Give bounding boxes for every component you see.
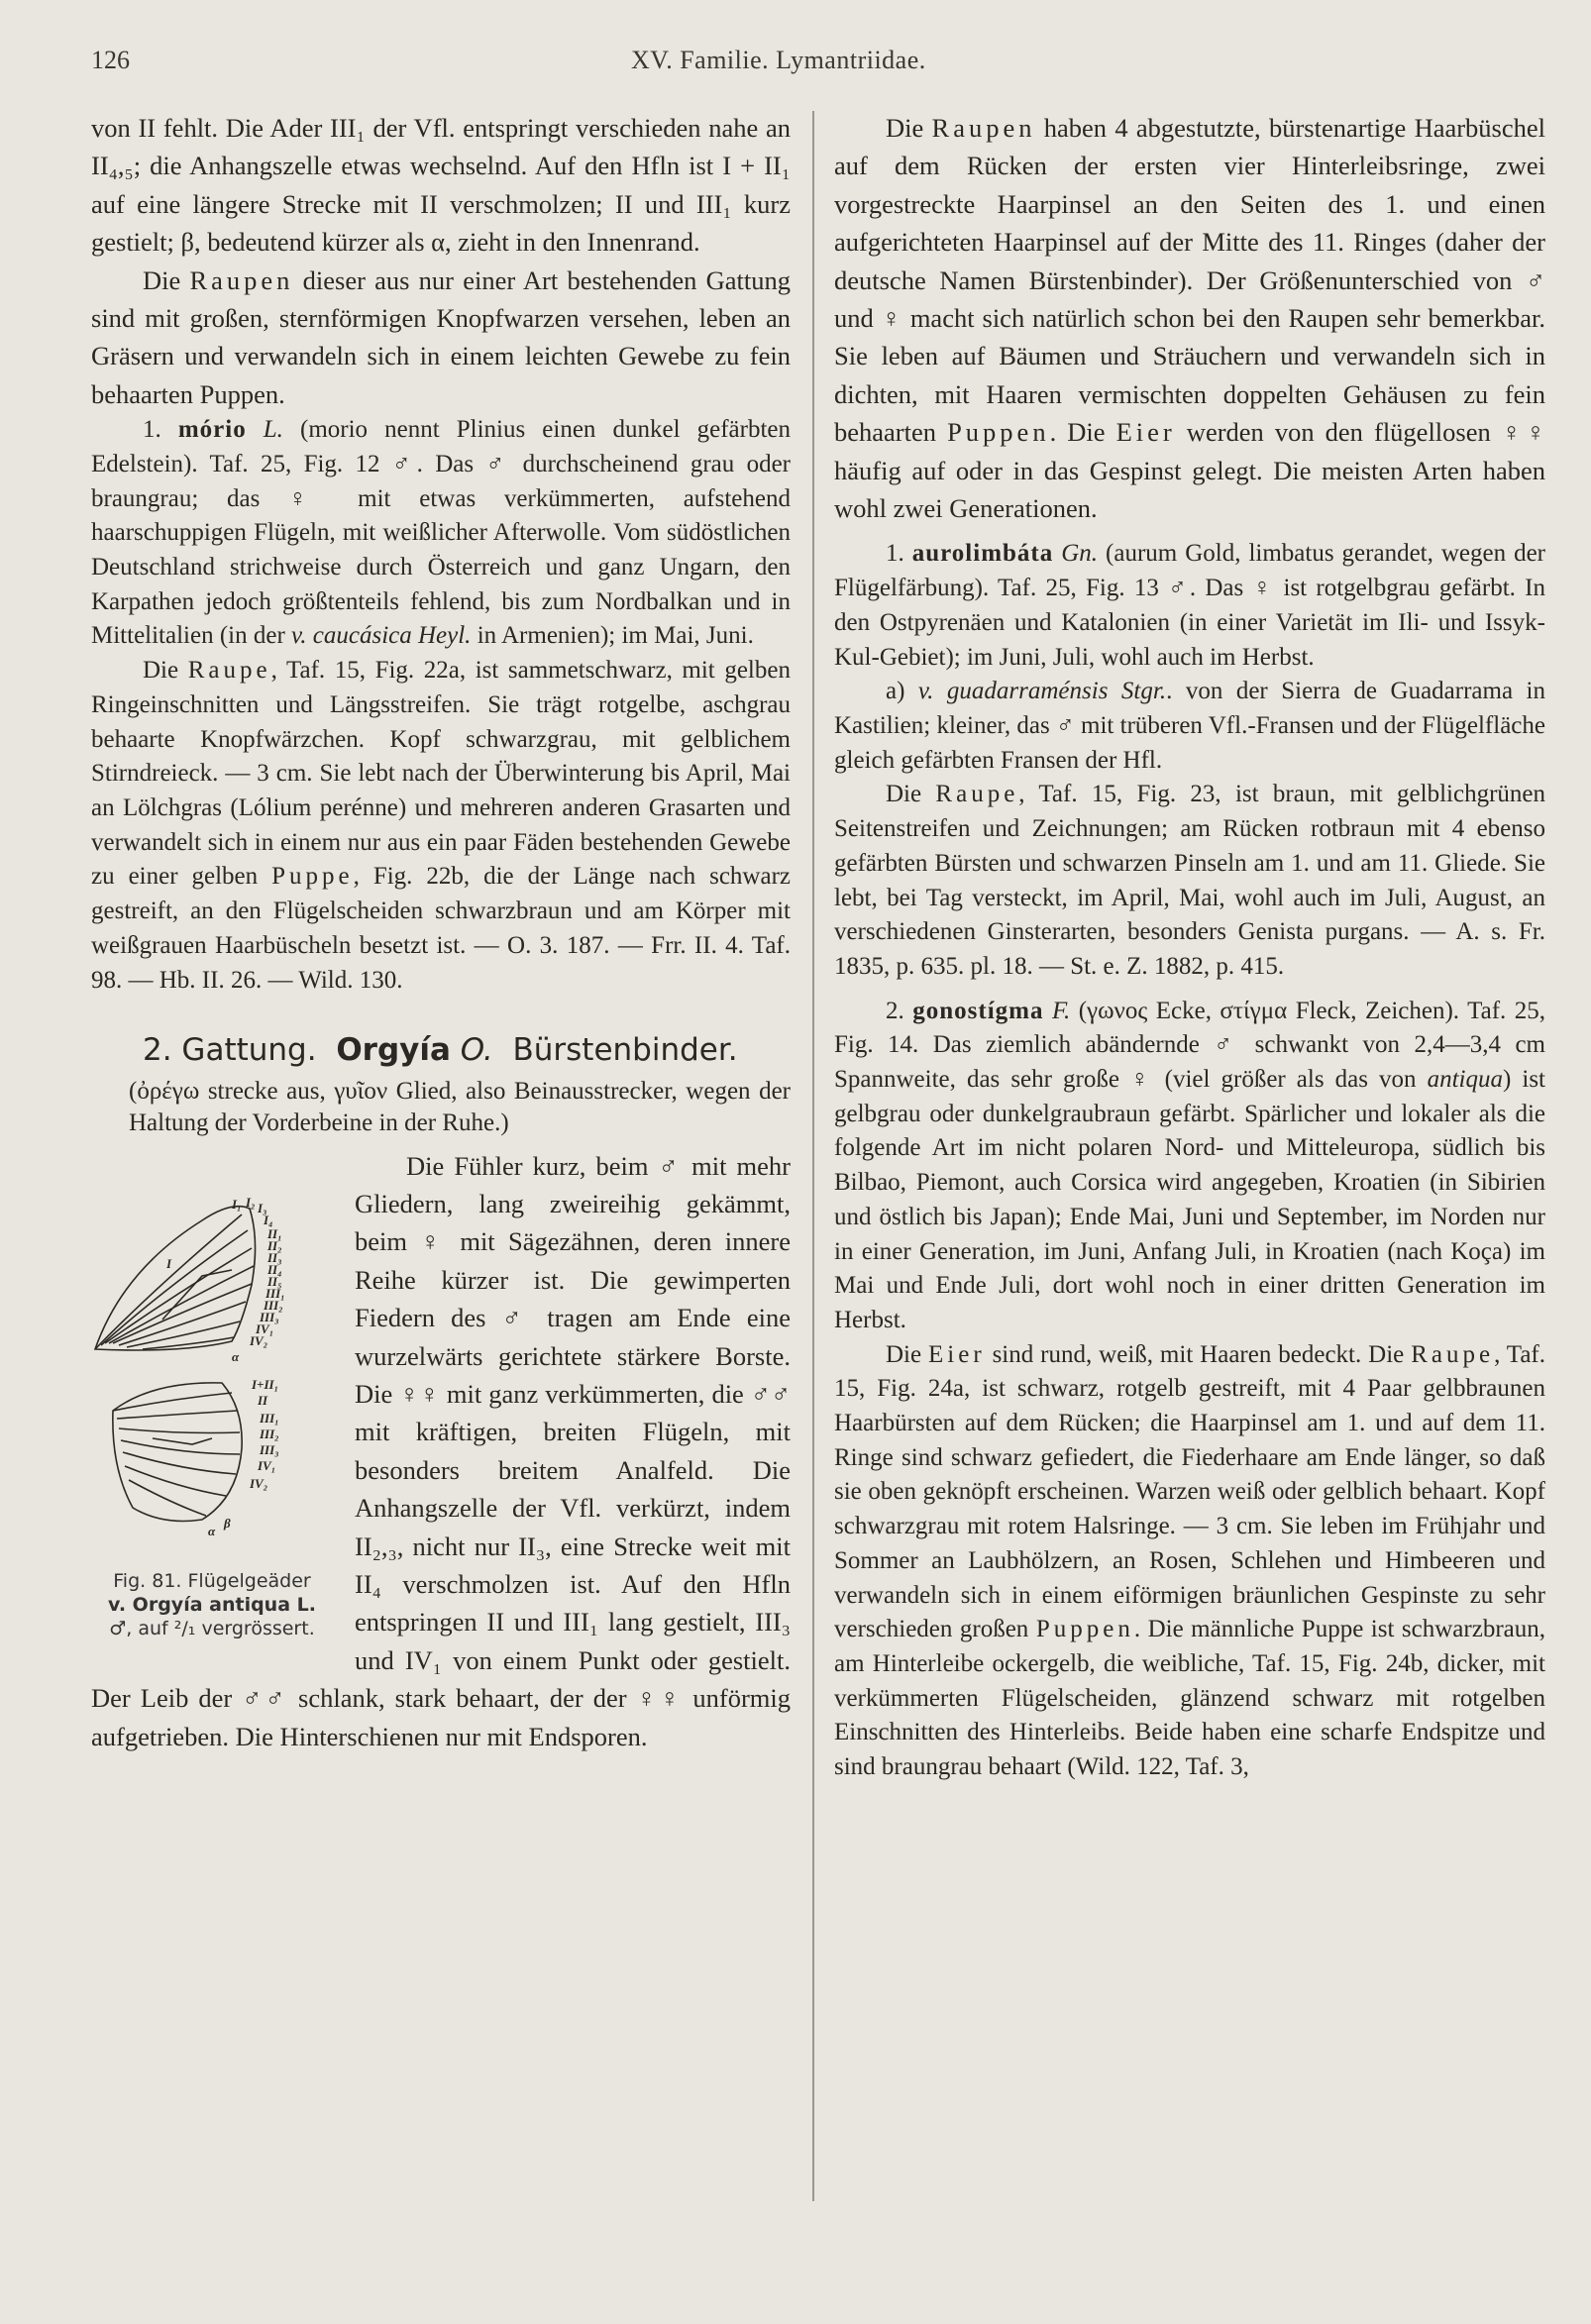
venation-diagram (83, 1151, 341, 1567)
right-column (834, 109, 1545, 1785)
forewing-vein-label: I₁ (232, 1196, 242, 1212)
hindwing-vein-label: α (208, 1523, 216, 1538)
paragraph: Die Raupe, Taf. 15, Fig. 22a, ist sammetschwarz, mit gelben Ringeinschnitten und Längsstreifen. Sie trägt rotgelbe, aschgrau behaarte Knopfwärzchen. Kopf schwarzgrau, mit gelblichem Stirndreieck. — 3 cm. Sie lebt nach der Überwinterung bis April, Mai an Lölchgras (Lólium perénne) und mehreren anderen Grasarten und verwandelt sich in einem nur aus ein paar Fäden bestehenden Gewebe zu einer gelben Puppe, Fig. 22b, die der Länge nach schwarz gestreift, an den Flügelscheiden schwarzbraun und am Körper mit weißgrauen Haarbüscheln besetzt ist. — O. 3. 187. — Frr. II. 4. Taf. 98. — Hb. II. 26. — Wild. 130. (91, 657, 791, 994)
species-entry-morio: 1. mório L. (morio nennt Plinius einen dunkel gefärbten Edelstein). Taf. 25, Fig. 12 ♂. Das ♂ durchscheinend grau oder braungrau; das ♀ mit etwas verkümmerten, aufstehend haarschuppigen Flügeln, mit weißlicher Afterwolle. Vom südöstlichen Deutschland strichweise durch Österreich und ganz Ungarn, den Karpathen jedoch größtenteils fehlend, bis zum Nordbalkan und in Mittelitalien (in der v. caucásica Heyl. in Armenien); im Mai, Juni. (91, 416, 792, 650)
genus-heading: 2. Gattung. Orgyía O. Bürstenbinder. (143, 1032, 738, 1069)
species-name: gonostígma (912, 997, 1044, 1024)
etymology-note: (ὀρέγω strecke aus, γυῖον Glied, also Beinausstrecker, wegen der Haltung der Vorderbeine in der Ruhe.) (129, 1077, 791, 1136)
species-entry-gonostigma: 2. gonostígma F. (γωνος Ecke, στίγμα Fleck, Zeichen). Taf. 25, Fig. 14. Das ziemlich abändernde ♂ schwankt von 2,4—3,4 cm Spannweite, das sehr große ♀ (viel größer als das von antiqua) ist gelbgrau oder dunkelgraubraun gefärbt. Spärlicher und lokaler als die folgende Art im nicht polaren Nord- und Mitteleuropa, südlich bis Bilbao, Piemont, auch Corsica wird angegeben, Kroatien (in Sibirien und östlich bis Japan); Ende Mai, Juni und September, im Norden nur in einer Generation, im Juni, Anfang Juli, in Kroatien (nach Koça) im Mai und Ende Juli, dort wohl noch in einer dritten Generation im Herbst. (834, 997, 1545, 1333)
variety-entry: a) v. guadarraménsis Stgr.. von der Sierra de Guadarrama in Kastilien; kleiner, das ♂ mit trüberen Vfl.-Fransen und der Flügelfläche gleich gefärbten Fransen der Hfl. (834, 678, 1545, 774)
hindwing-vein-label: II (258, 1392, 268, 1408)
hindwing-vein-label: IV₁ (258, 1457, 276, 1473)
figure-caption: Fig. 81. Flügelgeäder v. Orgyía antiqua L. ♂, auf ²/₁ vergrössert. (108, 1569, 316, 1639)
paragraph: Die Raupe, Taf. 15, Fig. 23, ist braun, mit gelblichgrünen Seitenstreifen und Zeichnungen; am Rücken rotbraun mit 4 ebenso gefärbten Bürsten und schwarzen Pinseln am 1. und am 11. Gliede. Sie lebt, bei Tag versteckt, im April, Mai, wohl auch im Juli, August, an verschiedenen Ginsterarten, besonders Genista purgans. — A. s. Fr. 1835, p. 635. pl. 18. — St. e. Z. 1882, p. 415. (834, 781, 1545, 980)
hindwing-vein-label: III₂ (260, 1426, 279, 1441)
forewing-vein-label: I (166, 1255, 172, 1271)
forewing-vein-label: II₅ (267, 1273, 282, 1289)
forewing-vein-label: IV₂ (250, 1332, 268, 1348)
species-entry-aurolimbata: 1. aurolimbáta Gn. (aurum Gold, limbatus gerandet, wegen der Flügelfärbung). Taf. 25, Fig. 13 ♂. Das ♀ ist rotgelbgrau gefärbt. In den Ostpyrenäen und Katalonien (in einer Varietät im Ili- und Issyk-Kul-Gebiet); im Juni, Juli, wohl auch im Herbst. (834, 540, 1546, 671)
forewing-vein-label: II₂ (267, 1237, 282, 1253)
forewing-vein-label: α (232, 1348, 240, 1364)
column-divider (812, 111, 814, 2201)
forewing-vein-label: IV₁ (256, 1320, 274, 1336)
wing-venation-figure (83, 1151, 341, 1666)
paragraph: Die Fühler kurz, beim ♂ mit mehr Gliedern, lang zweireihig gekämmt, beim ♀ mit Sägezähnen, deren innere Reihe kürzer ist. Die gewimperten Fiedern des ♂ tragen am Ende eine wurzelwärts gerichtete stärkere Borste. Die ♀♀ mit ganz verkümmerten, die ♂♂ mit kräftigen, breiten Flügeln, mit besonders breitem Analfeld. Die Anhangszelle der Vfl. verkürzt, indem II₂,₃, nicht nur II₃, eine Strecke weit mit II₄ verschmolzen ist. Auf den Hfln entspringen II und III₁ lang gestielt, III₃ und IV₁ von einem Punkt oder gestielt. Der Leib der ♂♂ schlank, stark behaart, der der ♀♀ unförmig aufgetrieben. Die Hinterschienen nur mit Endsporen. (91, 1150, 791, 1751)
forewing-vein-label: III₃ (260, 1309, 279, 1324)
paragraph: Die Eier sind rund, weiß, mit Haaren bedeckt. Die Raupe, Taf. 15, Fig. 24a, ist schwarz, rotgelb gestreift, mit 4 Paar gelbbraunen Haarbürsten auf dem Rücken; die Haarpinsel am 1. und auf dem 11. Ringe sind schwarz gefiedert, die Fiederhaare am Ende länger, so daß sie oben geknöpft erscheinen. Warzen weiß oder gelblich behaart. Kopf schwarzgrau mit rotem Halsringe. — 3 cm. Sie leben im Frühjahr und Sommer an Laubhölzern, an Rosen, Schlehen und Himbeeren und verwandeln sich in einem eiförmigen bräunlichen Gespinste zu sehr verschieden großen Puppen. Die männliche Puppe ist schwarzbraun, am Hinterleibe ockergelb, die weibliche, Taf. 15, Fig. 24b, dicker, mit verkümmerten Flügelscheiden, glänzend schwarz mit rotgelben Einschnitten des Hinterleibs. Beide haben eine scharfe Endspitze und sind braungrau behaart (Wild. 122, Taf. 3, (834, 1340, 1545, 1781)
hindwing-vein-label: III₃ (260, 1441, 279, 1457)
forewing-vein-label: III₂ (264, 1297, 283, 1313)
page-number: 126 (91, 46, 130, 74)
forewing-vein-label: I₂ (246, 1194, 256, 1210)
forewing-vein-label: III₁ (265, 1285, 285, 1301)
species-name: aurolimbáta (911, 540, 1054, 568)
forewing-vein-label: I₄ (264, 1212, 273, 1227)
species-name: mório (177, 416, 247, 444)
hindwing-vein-label: I+II₁ (252, 1376, 279, 1392)
paragraph: Die Raupen dieser aus nur einer Art bestehenden Gattung sind mit großen, sternförmigen Knopfwarzen versehen, leben an Gräsern und verwandeln sich in einem leichten Gewebe zu fein behaarten Puppen. (91, 264, 791, 409)
forewing-vein-label: II₁ (267, 1225, 282, 1241)
running-title: XV. Familie. Lymantriidae. (631, 46, 926, 74)
paragraph: Die Raupen haben 4 abgestutzte, bürstenartige Haarbüschel auf dem Rücken der ersten vier Hinterleibsringe, zwei vorgestreckte Haarpinsel an den Seiten des 1. und einen aufgerichteten Haarpinsel auf der Mitte des 11. Ringes (daher der deutsche Namen Bürstenbinder). Der Größenunterschied von ♂ und ♀ macht sich natürlich schon bei den Raupen sehr bemerkbar. Sie leben auf Bäumen und Sträuchern und verwandeln sich in dichten, mit Haaren vermischten doppelten Gehäusen zu fein behaarten Puppen. Die Eier werden von den flügellosen ♀♀ häufig auf oder in das Gespinst gelegt. Die meisten Arten haben wohl zwei Generationen. (834, 113, 1546, 524)
hindwing-vein-label: β (224, 1515, 231, 1531)
forewing-vein-label: II₃ (267, 1249, 282, 1265)
hindwing-vein-label: III₁ (260, 1410, 279, 1426)
forewing-vein-label: II₄ (267, 1261, 282, 1277)
page-header (91, 46, 1512, 85)
paragraph: von II fehlt. Die Ader III₁ der Vfl. entspringt verschieden nahe an II₄,₅; die Anhangszelle etwas wechselnd. Auf den Hfln ist I + II₁ auf eine längere Strecke mit II verschmolzen; II und III₁ kurz gestielt; β, bedeutend kürzer als α, zieht in den Innenrand. (91, 113, 791, 258)
forewing-vein-label: I₃ (258, 1200, 267, 1215)
left-column (91, 109, 791, 1755)
hindwing-vein-label: IV₂ (250, 1475, 268, 1491)
